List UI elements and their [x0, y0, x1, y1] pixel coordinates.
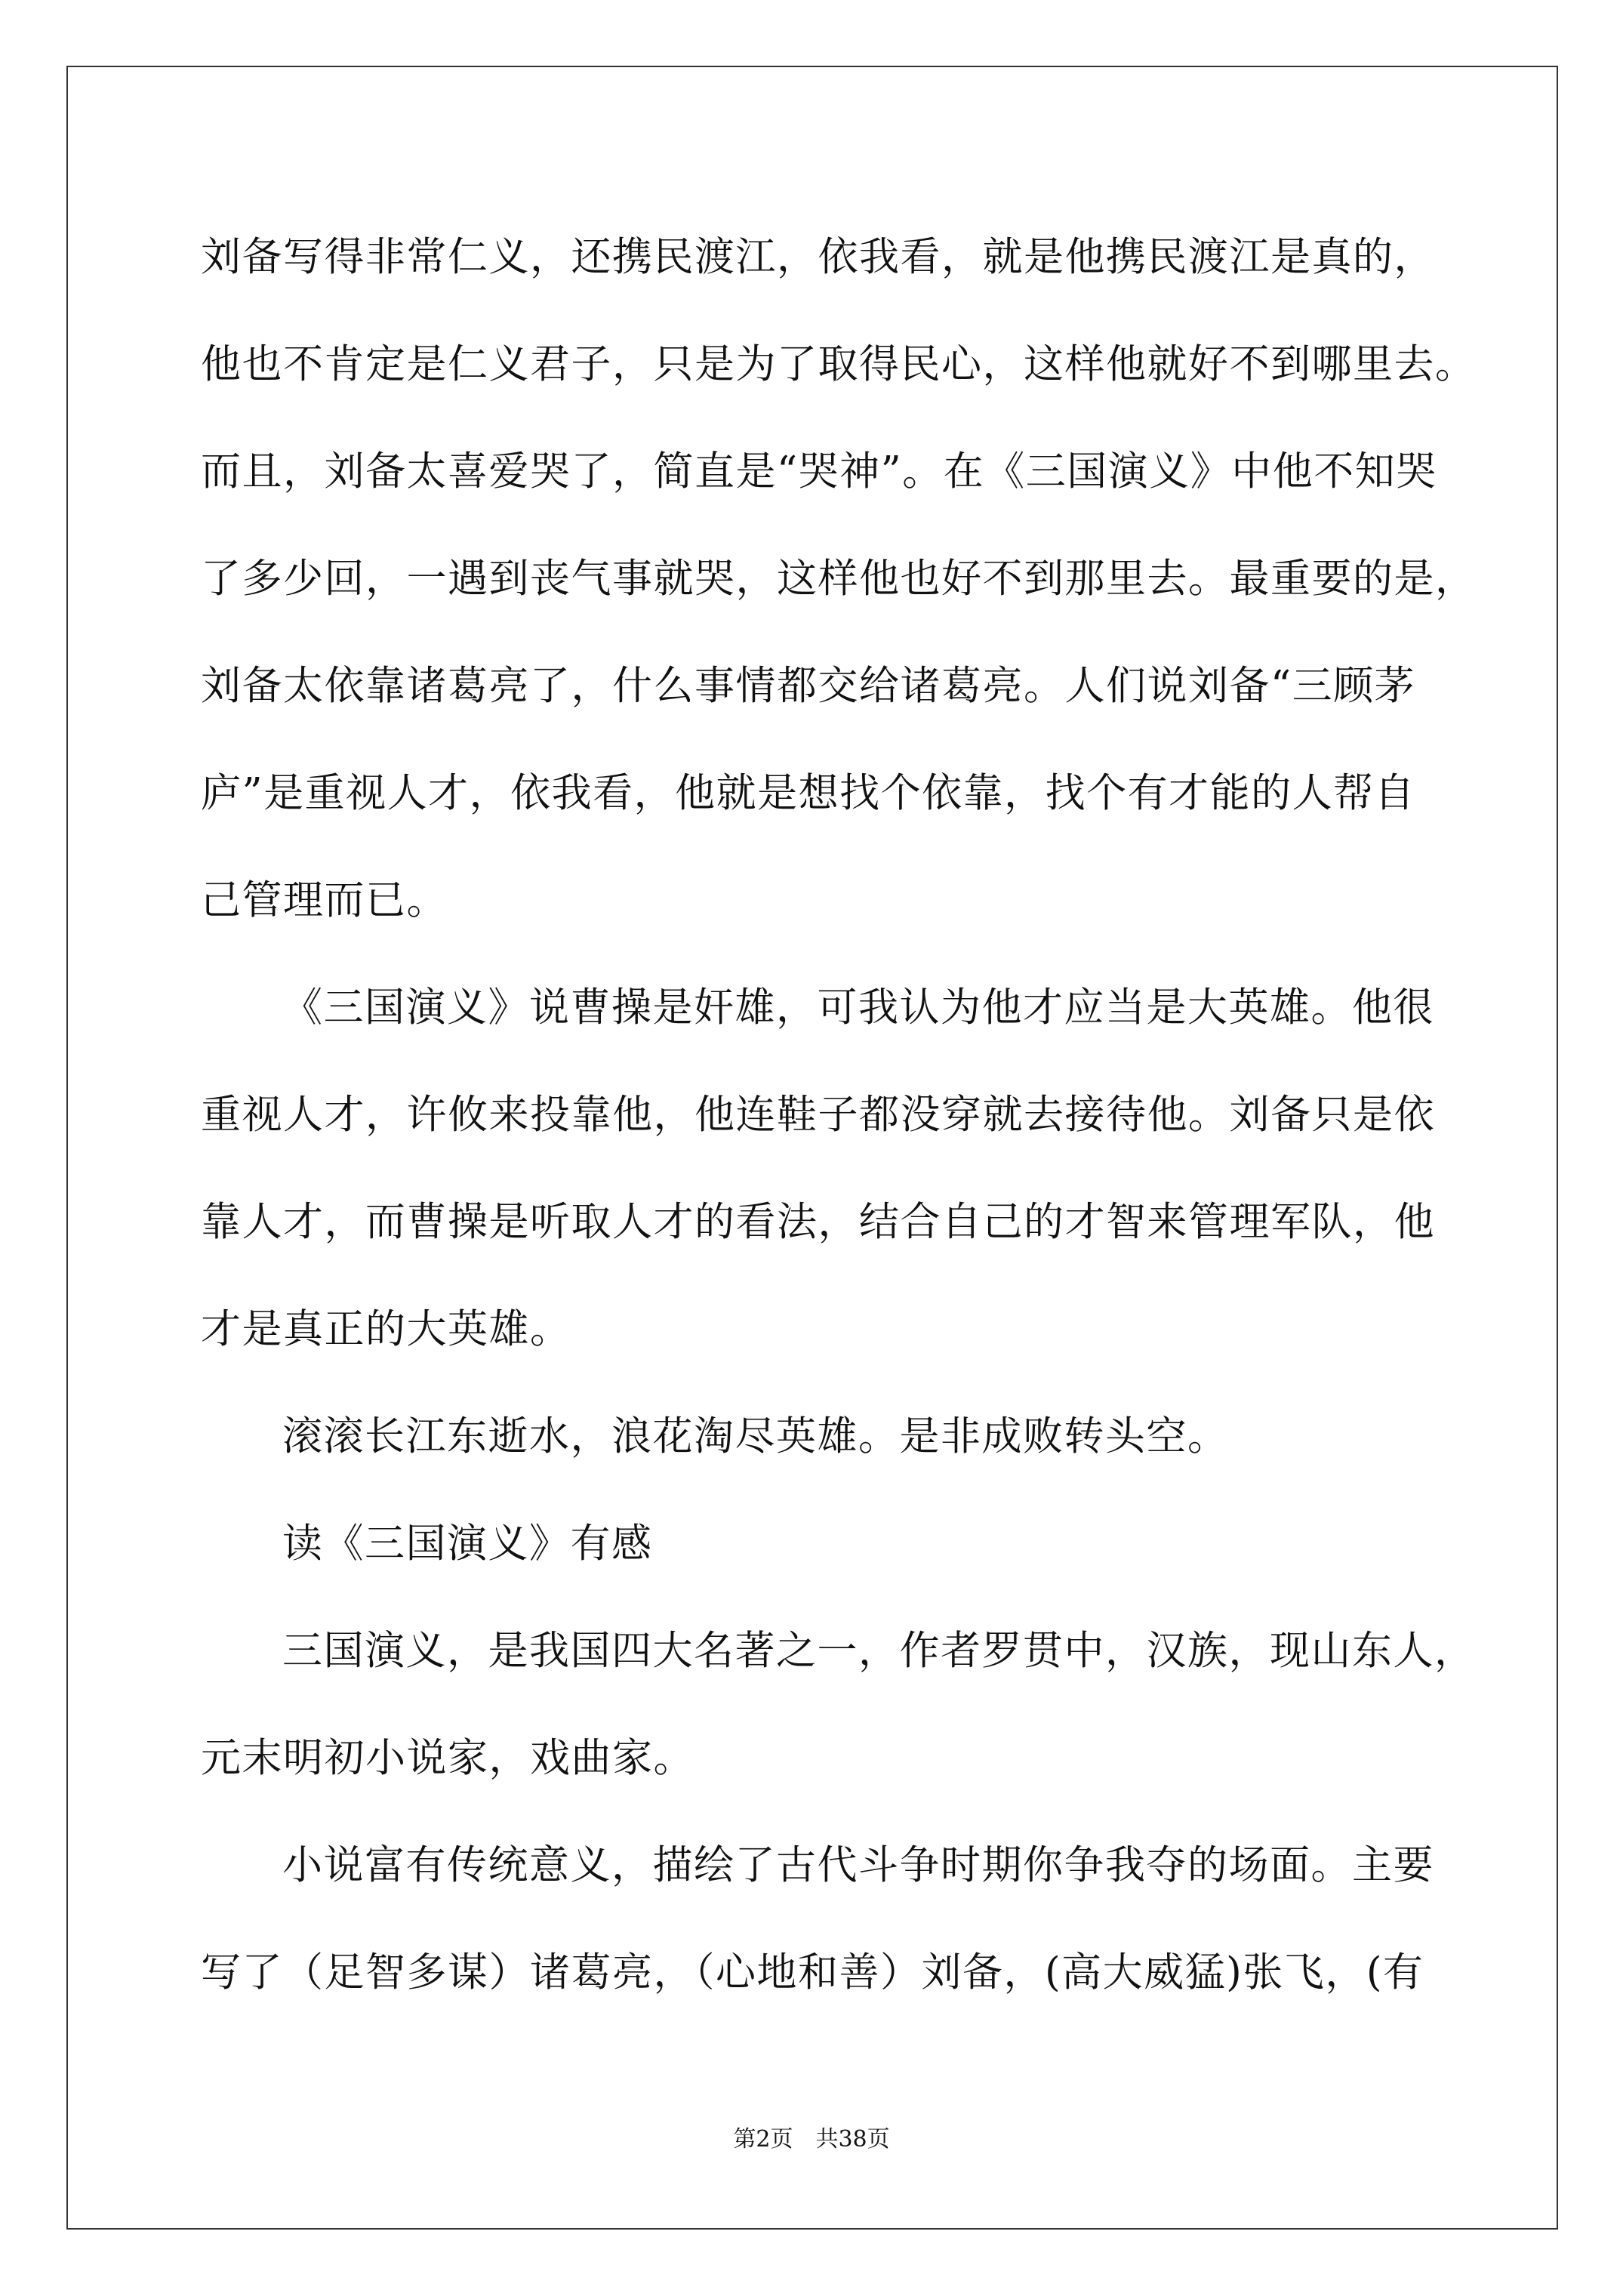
text-line: 元末明初小说家，戏曲家。 [201, 1735, 694, 1781]
text-line: 他也不肯定是仁义君子，只是为了取得民心，这样他就好不到哪里去。 [201, 341, 1477, 387]
text-line: 靠人才，而曹操是听取人才的看法，结合自己的才智来管理军队，他 [201, 1199, 1435, 1245]
text-line: 庐”是重视人才，依我看，他就是想找个依靠，找个有才能的人帮自 [201, 770, 1416, 816]
paragraph-start-line: 《三国演义》说曹操是奸雄，可我认为他才应当是大英雄。他很 [282, 985, 1434, 1031]
page-number-footer: 第2页 共38页 [733, 2126, 890, 2153]
paragraph-start-line: 三国演义，是我国四大名著之一，作者罗贯中，汉族，现山东人， [282, 1628, 1476, 1674]
text-line: 刘备写得非常仁义，还携民渡江，依我看，就是他携民渡江是真的， [201, 234, 1435, 280]
text-line: 重视人才，许攸来投靠他，他连鞋子都没穿就去接待他。刘备只是依 [201, 1092, 1435, 1138]
section-heading: 读《三国演义》有感 [282, 1521, 653, 1567]
paragraph-start-line: 小说富有传统意义，描绘了古代斗争时期你争我夺的场面。主要 [282, 1842, 1434, 1888]
text-line: 了多少回，一遇到丧气事就哭，这样他也好不到那里去。最重要的是， [201, 556, 1477, 602]
text-line: 才是真正的大英雄。 [201, 1306, 571, 1352]
paragraph-start-line: 滚滚长江东逝水，浪花淘尽英雄。是非成败转头空。 [282, 1413, 1229, 1459]
text-line: 而且，刘备太喜爱哭了，简直是“哭神”。在《三国演义》中他不知哭 [201, 448, 1437, 495]
text-line: 刘备太依靠诸葛亮了，什么事情都交给诸葛亮。人们说刘备“三顾茅 [201, 663, 1416, 709]
text-line: 己管理而已。 [201, 877, 448, 923]
document-body [201, 227, 1477, 2049]
text-line: 写了（足智多谋）诸葛亮，（心地和善）刘备，(高大威猛)张飞，(有 [201, 1949, 1424, 1996]
